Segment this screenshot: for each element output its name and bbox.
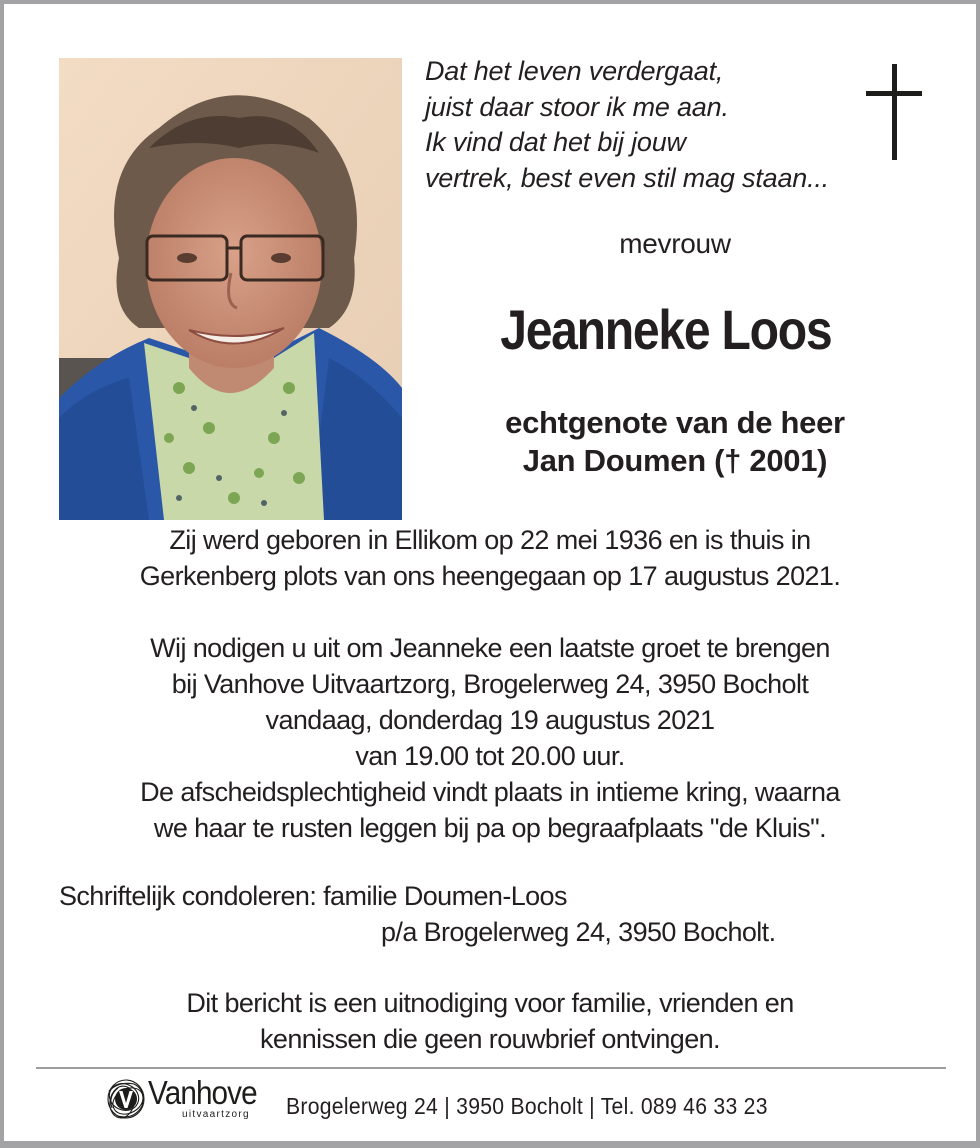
- spouse-line: echtgenote van de heer: [505, 405, 845, 440]
- footer-address: Brogelerweg 24 | 3950 Bocholt | Tel. 089 46 33 23: [286, 1093, 768, 1119]
- poem-line: juist daar stoor ik me aan.: [425, 91, 729, 122]
- vanhove-logo-icon: [104, 1076, 148, 1122]
- invitation-paragraph: [4, 630, 976, 846]
- deceased-name: Jeanneke Loos: [500, 298, 832, 361]
- paragraph-line: Wij nodigen u uit om Jeanneke een laatste groet te brengen: [150, 633, 830, 663]
- spouse-info: [425, 404, 925, 480]
- paragraph-line: vandaag, donderdag 19 augustus 2021: [265, 705, 715, 735]
- vanhove-logo: [104, 1076, 274, 1124]
- birth-death-paragraph: [4, 522, 976, 594]
- paragraph-line: Dit bericht is een uitnodiging voor familie, vrienden en: [186, 988, 794, 1018]
- condolence-line: Schriftelijk condoleren: familie Doumen-Loos: [59, 881, 567, 911]
- paragraph-line: van 19.00 tot 20.00 uur.: [355, 741, 625, 771]
- cross-icon: [866, 64, 922, 160]
- poem: [425, 54, 829, 196]
- spouse-line: Jan Doumen († 2001): [522, 443, 828, 478]
- paragraph-line: we haar te rusten leggen bij pa op begraafplaats "de Kluis".: [153, 813, 827, 843]
- poem-line: vertrek, best even stil mag staan...: [425, 162, 829, 193]
- portrait-photo: [59, 58, 402, 520]
- paragraph-line: De afscheidsplechtigheid vindt plaats in intieme kring, waarna: [140, 777, 840, 807]
- logo-subtitle: uitvaartzorg: [182, 1109, 250, 1120]
- paragraph-line: kennissen die geen rouwbrief ontvingen.: [260, 1024, 720, 1054]
- poem-line: Dat het leven verdergaat,: [425, 56, 724, 86]
- condolence-line: p/a Brogelerweg 24, 3950 Bocholt.: [381, 917, 776, 947]
- condolence-address: [59, 878, 775, 950]
- logo-wordmark: Vanhove: [148, 1074, 257, 1111]
- poem-line: Ik vind dat het bij jouw: [425, 127, 686, 157]
- paragraph-line: Zij werd geboren in Ellikom op 22 mei 1936 en is thuis in: [169, 525, 811, 555]
- notice-paragraph: [4, 985, 976, 1057]
- title-prefix: mevrouw: [619, 228, 731, 259]
- obituary-card: [4, 4, 976, 1141]
- footer-divider: [36, 1067, 946, 1069]
- paragraph-line: bij Vanhove Uitvaartzorg, Brogelerweg 24, 3950 Bocholt: [171, 669, 809, 699]
- paragraph-line: Gerkenberg plots van ons heengegaan op 17 augustus 2021.: [139, 561, 841, 591]
